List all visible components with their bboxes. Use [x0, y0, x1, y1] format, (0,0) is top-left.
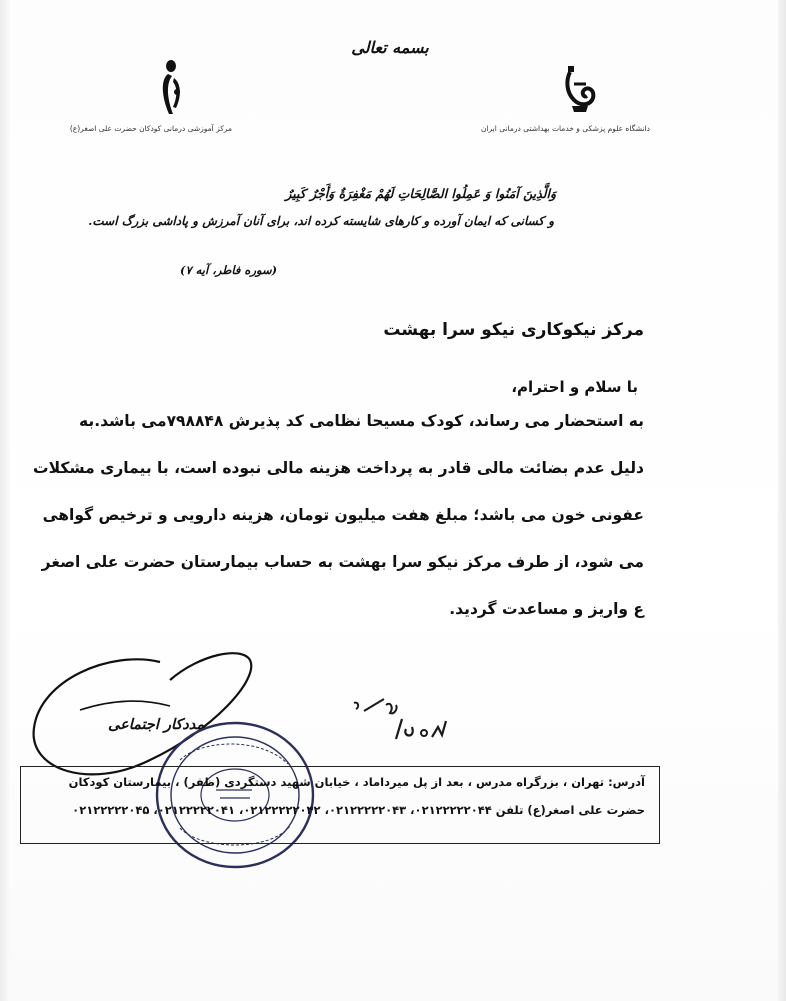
letter-body	[33, 412, 644, 647]
signature-stroke	[34, 653, 252, 774]
handwritten-date	[350, 697, 450, 757]
hospital-logo-icon	[150, 58, 190, 118]
greeting: با سلام و احترام،	[511, 378, 638, 396]
footer-phones: حضرت علی اصغر(ع) تلفن ۰۲۱۲۲۲۲۲۰۴۴، ۰۲۱۲۲۲۲۲۰۴۳، ۰۲۱۲۲۲۲۲۰۴۲، ۰۲۱۲۲۲۲۲۰۴۱، ۰۲۱۲۲۲۲۲۰۴۵	[72, 803, 645, 817]
footer-address: آدرس: تهران ، بزرگراه مدرس ، بعد از پل میرداماد ، خیابان شهید دستگردی (ظفر) ، بیمارستان کودکان	[68, 775, 645, 789]
body-line: ع واریز و مساعدت گردید.	[449, 600, 644, 618]
quran-verse-translation: و کسانی که ایمان آورده و کارهای شایسته کرده اند، برای آنان آمرزش و پاداشی بزرگ است.	[88, 214, 554, 228]
page-edge-right	[778, 0, 786, 1001]
quran-verse-reference: (سوره فاطر، آیه ۷)	[180, 263, 278, 277]
stamp-and-signature	[20, 640, 350, 880]
university-logo-icon	[560, 62, 600, 114]
recipient-title: مرکز نیکوکاری نیکو سرا بهشت	[383, 320, 644, 340]
footer-address-box	[20, 766, 660, 844]
body-line: می شود، از طرف مرکز نیکو سرا بهشت به حساب بیمارستان حضرت علی اصغر	[41, 553, 644, 571]
bismillah-heading: بسمه تعالی	[351, 38, 429, 57]
body-line: عفونی خون می باشد؛ مبلغ هفت میلیون تومان، هزینه دارویی و ترخیص گواهی	[42, 506, 644, 524]
body-line: به استحضار می رساند، کودک مسیحا نظامی کد پذیرش ۷۹۸۸۴۸می باشد.به	[78, 412, 644, 430]
page-edge-left	[0, 0, 10, 1001]
hospital-logo-caption: مرکز آموزشی درمانی کودکان حضرت علی اصغر(ع)	[69, 124, 232, 133]
quran-verse-arabic: وَالَّذِينَ آمَنُوا وَ عَمِلُوا الصَّالِحَاتِ لَهُمْ مَغْفِرَةٌ وَأَجْرٌ كَبِيرٌ	[285, 186, 556, 201]
university-logo-caption: دانشگاه علوم پزشکی و خدمات بهداشتی درمانی ایران	[480, 124, 650, 133]
signature-title: مددکار اجتماعی	[108, 716, 205, 733]
body-line: دلیل عدم بضائت مالی قادر به پرداخت هزینه مالی نبوده است، با بیماری مشکلات	[33, 459, 644, 477]
